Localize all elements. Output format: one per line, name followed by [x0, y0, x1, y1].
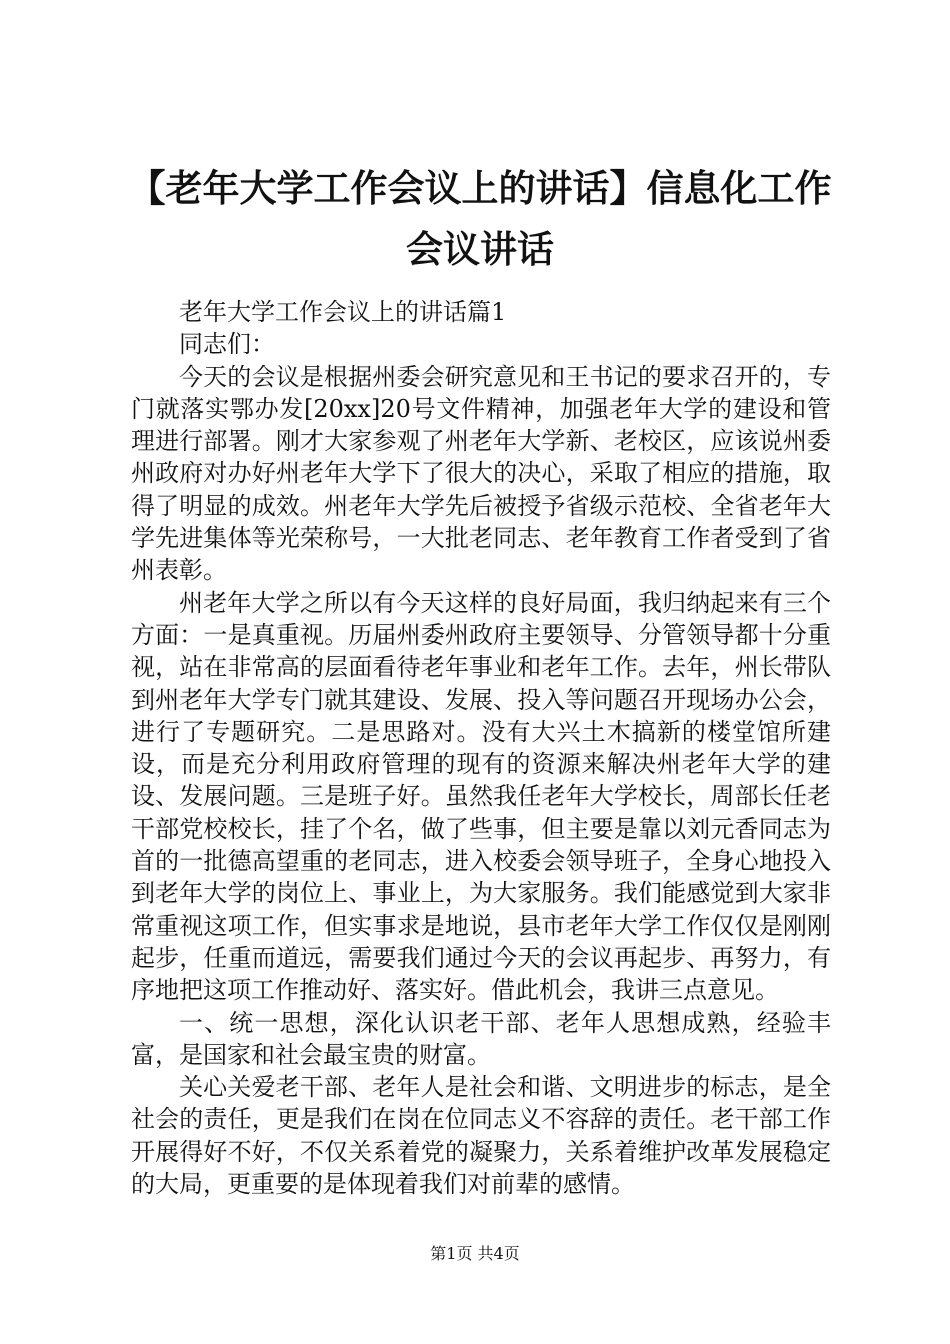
body-paragraph [131, 587, 831, 1007]
body-paragraph [131, 1071, 831, 1200]
document-title: 【老年大学工作会议上的讲话】信息化工作会议讲话 [128, 167, 832, 271]
paragraph-text: 州老年大学之所以有今天这样的良好局面，我归纳起来有三个方面：一是真重视。历届州委州政府主要领导、分管领导都十分重视，站在非常高的层面看待老年事业和老年工作。去年，州长带队到州老年大学专门就其建设、发展、投入等问题召开现场办公会，进行了专题研究。二是思路对。没有大兴土木搞新的楼堂馆所建设，而是充分利用政府管理的现有的资源来解决州老年大学的建设、发展问题。三是班子好。虽然我任老年大学校长，周部长任老干部党校校长，挂了个名，做了些事，但主要是靠以刘元香同志为首的一批德高望重的老同志，进入校委会领导班子，全身心地投入到老年大学的岗位上、事业上，为大家服务。我们能感觉到大家非常重视这项工作，但实事求是地说，县市老年大学工作仅仅是刚刚起步，任重而道远，需要我们通过今天的会议再起步、再努力，有序地把这项工作推动好、落实好。借此机会，我讲三点意见。 [131, 588, 831, 1005]
paragraph-text: 今天的会议是根据州委会研究意见和王书记的要求召开的，专门就落实鄂办发[20xx]20号文件精神，加强老年大学的建设和管理进行部署。刚才大家参观了州老年大学新、老校区，应该说州委州政府对办好州老年大学下了很大的决心，采取了相应的措施，取得了明显的成效。州老年大学先后被授予省级示范校、全省老年大学先进集体等光荣称号，一大批老同志、老年教育工作者受到了省州表彰。 [131, 362, 831, 585]
section-heading: 老年大学工作会议上的讲话篇1 [179, 298, 507, 326]
salutation: 同志们： [179, 330, 275, 359]
page-footer: 第1页 共4页 [430, 1244, 520, 1263]
body-paragraph [131, 1007, 831, 1072]
body-paragraph [131, 361, 831, 587]
paragraph-text: 一、统一思想，深化认识老干部、老年人思想成熟，经验丰富，是国家和社会最宝贵的财富。 [131, 1008, 831, 1069]
document-body [131, 296, 831, 1200]
paragraph-text: 关心关爱老干部、老年人是社会和谐、文明进步的标志，是全社会的责任，更是我们在岗在位同志义不容辞的责任。老干部工作开展得好不好，不仅关系着党的凝聚力，关系着维护改革发展稳定的大局，更重要的是体现着我们对前辈的感情。 [131, 1073, 831, 1199]
